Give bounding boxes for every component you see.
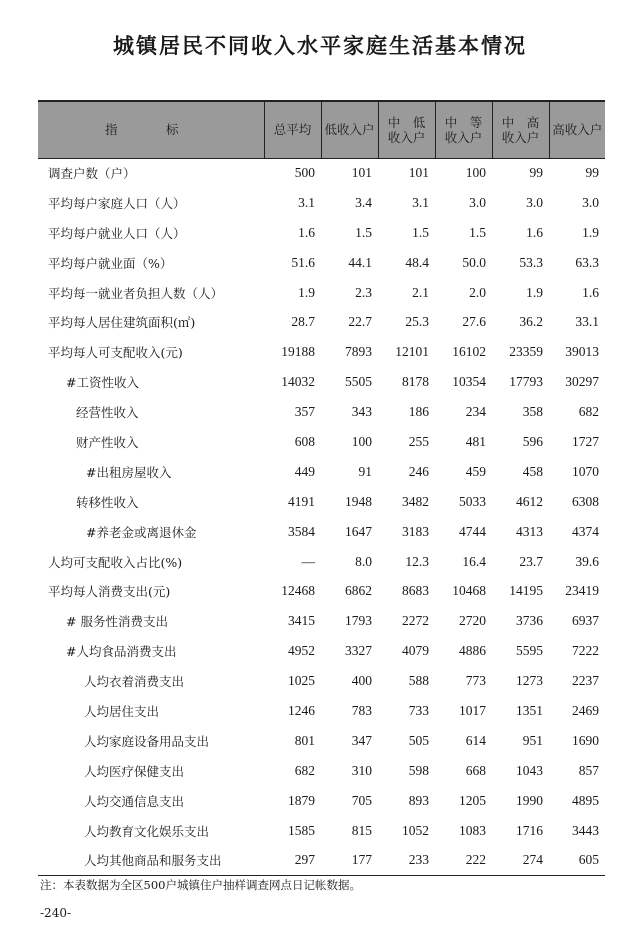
cell-value: 100 [351,433,372,449]
table-row [38,816,605,846]
cell-value: 2.0 [469,284,486,300]
column-header-1 [264,101,321,158]
cell-value: 1.9 [298,284,315,300]
cell-value: 1025 [288,673,315,689]
cell-value: 358 [522,404,543,420]
cell-value: 1273 [516,673,543,689]
cell-value: 4079 [402,643,429,659]
cell-value: 1246 [288,702,315,718]
cell-value: 10354 [452,374,486,390]
cell-value: 1.5 [412,224,429,240]
cell-value: 2272 [402,613,429,629]
cell-value: 1990 [516,792,543,808]
cell-value: 8.0 [355,553,372,569]
cell-value: 596 [522,433,543,449]
header-label: 中 低 [387,114,426,130]
cell-value: 1.6 [526,224,543,240]
header-label-line2: 收入户 [387,129,426,145]
table-row [38,636,605,666]
table-note: 注：本表数据为全区500户城镇住户抽样调查网点日记帐数据。 [40,878,361,892]
table-body [38,158,605,875]
table-row [38,517,605,547]
cell-value: 39013 [565,344,599,360]
header-row [38,101,605,158]
cell-value: 28.7 [291,314,315,330]
cell-value: 23359 [509,344,543,360]
cell-value: 3.1 [412,194,429,210]
table-row [38,427,605,457]
header-label: 中 等 [444,114,483,130]
column-header-4 [435,101,492,158]
cell-value: 255 [408,433,429,449]
cell-value: 6308 [572,493,599,509]
page-number: -240- [40,906,72,920]
cell-value: 246 [408,463,429,479]
cell-value: 1.9 [582,224,599,240]
cell-value: 1043 [516,762,543,778]
cell-value: 50.0 [462,254,486,270]
cell-value: 588 [408,673,429,689]
table-row [38,457,605,487]
header-label: 低收入户 [324,122,375,138]
cell-value: 1017 [459,702,486,718]
cell-value: 36.2 [519,314,543,330]
table-row [38,367,605,397]
cell-value: 27.6 [462,314,486,330]
row-label: 人均教育文化娱乐支出 [84,823,210,839]
cell-value: 343 [351,404,372,420]
cell-value: 233 [378,845,435,875]
cell-value: 3584 [288,523,315,539]
cell-value: 8178 [402,374,429,390]
cell-value: 857 [578,762,599,778]
cell-value: 4952 [288,643,315,659]
cell-value: 3482 [402,493,429,509]
cell-value: 3.0 [526,194,543,210]
table-row [38,337,605,367]
cell-value: 63.3 [575,254,599,270]
cell-value: 6862 [345,583,372,599]
table-row [38,666,605,696]
cell-value: 893 [408,792,429,808]
cell-value: 2469 [572,702,599,718]
cell-value: 100 [465,165,486,181]
cell-value: 6937 [572,613,599,629]
cell-value: 2.1 [412,284,429,300]
cell-value: 2720 [459,613,486,629]
row-label: 平均每户就业人口（人） [48,225,186,241]
cell-value: 1727 [572,433,599,449]
row-label: 人均衣着消费支出 [84,674,185,690]
cell-value: 274 [492,845,549,875]
header-label: 中 高 [501,114,540,130]
cell-value: 682 [294,762,315,778]
cell-value: 53.3 [519,254,543,270]
column-header-2 [321,101,378,158]
row-label: 经营性收入 [76,405,139,421]
table-row [38,397,605,427]
cell-value: 1.5 [355,224,372,240]
cell-value: 12101 [395,344,429,360]
cell-value: 614 [465,732,486,748]
row-label: 平均每人可支配收入(元) [48,345,183,361]
cell-value: 733 [408,702,429,718]
row-label: 人均医疗保健支出 [84,763,185,779]
cell-value: 598 [408,762,429,778]
page-title: 城镇居民不同收入水平家庭生活基本情况 [113,33,527,58]
table-row [38,218,605,248]
cell-value: 12468 [281,583,315,599]
row-label: #工资性收入 [66,375,139,391]
cell-value: 7893 [345,344,372,360]
cell-value: 449 [294,463,315,479]
cell-value: 14195 [509,583,543,599]
table-row [38,845,605,875]
cell-value: — [301,553,315,569]
header-label-line2: 收入户 [444,129,483,145]
cell-value: 14032 [281,374,315,390]
table-row [38,756,605,786]
row-label: 人均家庭设备用品支出 [84,733,210,749]
cell-value: 481 [465,433,486,449]
cell-value: 3.1 [298,194,315,210]
row-label: 人均其他商品和服务支出 [38,845,264,875]
row-label: #出租房屋收入 [86,464,172,480]
cell-value: 99 [585,165,599,181]
cell-value: 5595 [516,643,543,659]
row-label: 人均居住支出 [84,703,160,719]
header-label: 高收入户 [552,122,603,138]
cell-value: 8683 [402,583,429,599]
cell-value: 1.6 [298,224,315,240]
cell-value: 773 [465,673,486,689]
table-header [38,101,605,158]
cell-value: 347 [351,732,372,748]
cell-value: 10468 [452,583,486,599]
cell-value: 3.0 [582,194,599,210]
cell-value: 682 [578,404,599,420]
header-label: 总平均 [273,122,312,138]
row-label: 平均每一就业者负担人数（人） [48,285,224,301]
cell-value: 39.6 [575,553,599,569]
row-label: 平均每人居住建筑面积(㎡) [48,315,196,331]
cell-value: 3443 [572,822,599,838]
cell-value: 23419 [565,583,599,599]
table-row [38,248,605,278]
cell-value: 310 [351,762,372,778]
cell-value: 1716 [516,822,543,838]
cell-value: 1.5 [469,224,486,240]
cell-value: 48.4 [405,254,429,270]
cell-value: 1205 [459,792,486,808]
cell-value: 1.6 [582,284,599,300]
cell-value: 605 [549,845,605,875]
cell-value: 234 [465,404,486,420]
header-label-line2: 收入户 [501,129,540,145]
cell-value: 500 [294,165,315,181]
cell-value: 4374 [572,523,599,539]
cell-value: 23.7 [519,553,543,569]
cell-value: 16102 [452,344,486,360]
cell-value: 51.6 [291,254,315,270]
cell-value: 4895 [572,792,599,808]
row-label: 调查户数（户） [48,166,136,182]
cell-value: 1585 [288,822,315,838]
column-header-indicator [38,101,264,158]
cell-value: 400 [351,673,372,689]
cell-value: 25.3 [405,314,429,330]
cell-value: 1647 [345,523,372,539]
row-label: 转移性收入 [76,494,139,510]
row-label: 人均可支配收入占比(%) [48,554,183,570]
cell-value: 815 [351,822,372,838]
cell-value: 783 [351,702,372,718]
row-label: #人均食品消费支出 [66,644,177,660]
row-label: 人均交通信息支出 [84,793,185,809]
cell-value: 357 [294,404,315,420]
cell-value: 101 [351,165,372,181]
cell-value: 5505 [345,374,372,390]
cell-value: 3.4 [355,194,372,210]
cell-value: 33.1 [575,314,599,330]
cell-value: 459 [465,463,486,479]
cell-value: 1070 [572,463,599,479]
cell-value: 2237 [572,673,599,689]
cell-value: 4886 [459,643,486,659]
row-label: # 服务性消费支出 [66,614,168,630]
cell-value: 19188 [281,344,315,360]
cell-value: 99 [529,165,543,181]
table-row [38,547,605,577]
table-row [38,188,605,218]
cell-value: 177 [321,845,378,875]
cell-value: 801 [294,732,315,748]
cell-value: 608 [294,433,315,449]
cell-value: 16.4 [462,553,486,569]
cell-value: 3736 [516,613,543,629]
table-row [38,278,605,308]
statistics-table [38,100,605,876]
table-row [38,487,605,517]
cell-value: 1083 [459,822,486,838]
column-header-6 [549,101,605,158]
column-header-5 [492,101,549,158]
cell-value: 4744 [459,523,486,539]
table-row [38,576,605,606]
cell-value: 186 [408,404,429,420]
cell-value: 705 [351,792,372,808]
row-label: #养老金或离退休金 [86,524,197,540]
cell-value: 505 [408,732,429,748]
cell-value: 5033 [459,493,486,509]
cell-value: 4191 [288,493,315,509]
cell-value: 22.7 [348,314,372,330]
cell-value: 297 [264,845,321,875]
cell-value: 1793 [345,613,372,629]
cell-value: 17793 [509,374,543,390]
cell-value: 1052 [402,822,429,838]
table-row [38,307,605,337]
cell-value: 1351 [516,702,543,718]
table-row [38,726,605,756]
cell-value: 3183 [402,523,429,539]
cell-value: 91 [358,463,372,479]
table-row [38,786,605,816]
cell-value: 4313 [516,523,543,539]
cell-value: 2.3 [355,284,372,300]
row-label: 财产性收入 [76,434,139,450]
cell-value: 4612 [516,493,543,509]
cell-value: 458 [522,463,543,479]
cell-value: 951 [522,732,543,748]
cell-value: 1879 [288,792,315,808]
cell-value: 3327 [345,643,372,659]
cell-value: 30297 [565,374,599,390]
cell-value: 3.0 [469,194,486,210]
row-label: 平均每户家庭人口（人） [48,195,186,211]
table-row [38,158,605,188]
row-label: 平均每人消费支出(元) [48,584,171,600]
cell-value: 3415 [288,613,315,629]
header-label: 指 标 [104,122,197,138]
table-row [38,606,605,636]
cell-value: 12.3 [405,553,429,569]
cell-value: 1.9 [526,284,543,300]
table-row [38,696,605,726]
cell-value: 1690 [572,732,599,748]
cell-value: 1948 [345,493,372,509]
cell-value: 44.1 [348,254,372,270]
cell-value: 101 [408,165,429,181]
cell-value: 668 [465,762,486,778]
column-header-3 [378,101,435,158]
cell-value: 7222 [572,643,599,659]
cell-value: 222 [435,845,492,875]
row-label: 平均每户就业面（%） [48,255,173,271]
